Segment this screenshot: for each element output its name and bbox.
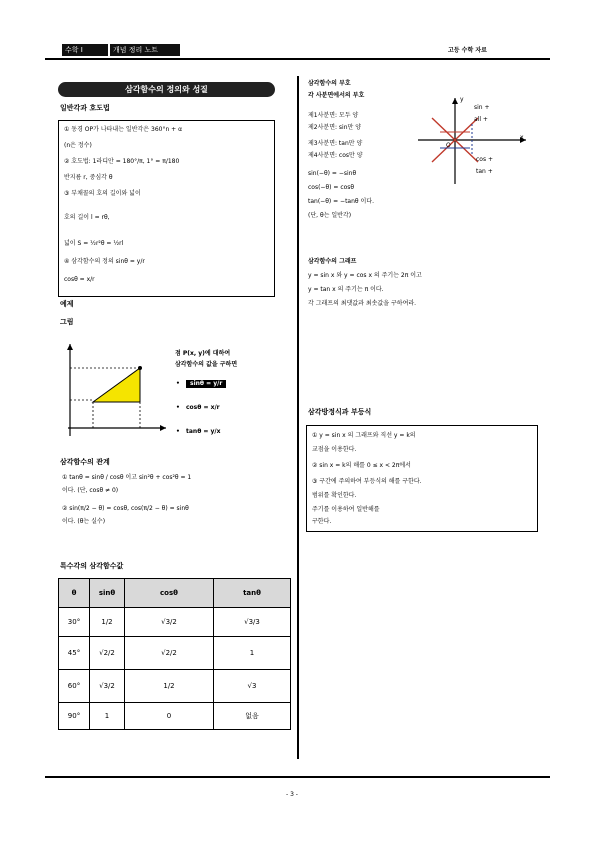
- column-divider: [297, 76, 299, 759]
- table-cell: 1: [214, 637, 291, 670]
- table-cell: 0: [125, 703, 214, 730]
- notes-heading: 삼각함수의 관계: [60, 458, 110, 466]
- sub-heading-1: 일반각과 호도법: [60, 104, 110, 112]
- header-tab-1: 수학 I: [62, 44, 108, 56]
- box1-line: 호의 길이 l = rθ,: [64, 214, 110, 221]
- table-header: θ: [59, 579, 90, 608]
- table-row: [59, 670, 291, 703]
- quadrant-sub: sin(−θ) = −sinθ: [308, 170, 357, 177]
- box-line: 주기를 이용하여 일반해를: [312, 506, 380, 513]
- box-heading: 삼각방정식과 부등식: [308, 408, 372, 416]
- footer-rule: [45, 776, 550, 778]
- figure-note-item: tanθ = y/x: [186, 428, 221, 435]
- table-cell: 1: [90, 703, 125, 730]
- table-row: [59, 703, 291, 730]
- table-cell: 1/2: [90, 608, 125, 637]
- table-cell: √3/2: [125, 608, 214, 637]
- box-line: ① y = sin x 의 그래프와 직선 y = k의: [312, 432, 416, 439]
- table-cell: 60°: [59, 670, 90, 703]
- notes-line: 이다. (θ는 실수): [62, 518, 106, 525]
- quadrant-sub: (단, θ는 일반각): [308, 212, 352, 219]
- bullet: •: [176, 428, 180, 435]
- box1-line: ② 호도법: 1라디안 = 180°/π, 1° = π/180: [64, 158, 180, 165]
- box-line: 범위를 확인한다.: [312, 492, 357, 499]
- bullet: •: [176, 404, 180, 411]
- graph-label-q1: sin +: [474, 104, 490, 111]
- table-cell: 45°: [59, 637, 90, 670]
- page-number: - 3 -: [286, 791, 298, 798]
- graph-label-o: O: [446, 142, 451, 149]
- section-title: 삼각함수의 정의와 성질: [58, 82, 275, 97]
- graph-label-q4: cos +: [476, 156, 494, 163]
- box1-line: cosθ = x/r: [64, 276, 95, 283]
- table-cell: √2/2: [90, 637, 125, 670]
- box-line: 교점을 이용한다.: [312, 446, 357, 453]
- table-cell: √3/3: [214, 608, 291, 637]
- label-figure: 그림: [60, 318, 74, 326]
- box1-line: ④ 삼각함수의 정의 sinθ = y/r: [64, 258, 145, 265]
- box1-line: (n은 정수): [64, 142, 92, 149]
- table-row: [59, 637, 291, 670]
- figure-note-title: 점 P(x, y)에 대하여: [175, 350, 231, 357]
- quadrant-line: 제4사분면: cos만 양: [308, 152, 363, 159]
- table-header: tanθ: [214, 579, 291, 608]
- table-cell: 없음: [214, 703, 291, 730]
- graph-label-q2: all +: [474, 116, 488, 123]
- table-heading: 특수각의 삼각함수값: [60, 562, 124, 570]
- triangle-figure: [58, 340, 170, 440]
- mid-line: y = tan x 의 주기는 π 이다.: [308, 286, 384, 293]
- notes-line: ① tanθ = sinθ / cosθ 이고 sin²θ + cos²θ = 1: [62, 474, 192, 481]
- box1-line: 넓이 S = ½r²θ = ½rl: [64, 240, 124, 247]
- graph-label-y: y: [460, 96, 464, 103]
- box1-line: ③ 부채꼴의 호의 길이와 넓이: [64, 190, 141, 197]
- quadrant-graph: [410, 96, 530, 186]
- box-line: 구한다.: [312, 518, 332, 525]
- box1-line: ① 동경 OP가 나타내는 일반각은 360°n + α: [64, 126, 183, 133]
- box-line: ③ 구간에 주의하여 부등식의 해를 구한다.: [312, 478, 422, 485]
- right-heading-1: 삼각함수의 부호: [308, 80, 351, 87]
- header-rule: [45, 58, 550, 60]
- mid-heading: 삼각함수의 그래프: [308, 258, 357, 265]
- quadrant-sub: cos(−θ) = cosθ: [308, 184, 355, 191]
- mid-line: y = sin x 와 y = cos x 의 주기는 2π 이고: [308, 272, 422, 279]
- table-row: [59, 608, 291, 637]
- quadrant-sub: tan(−θ) = −tanθ 이다.: [308, 198, 374, 205]
- table-cell: 1/2: [125, 670, 214, 703]
- table-cell: √3: [214, 670, 291, 703]
- table-cell: 30°: [59, 608, 90, 637]
- graph-label-q3: tan +: [476, 168, 493, 175]
- figure-note-sub: 삼각함수의 값을 구하면: [175, 361, 238, 368]
- table-header: sinθ: [90, 579, 125, 608]
- table-cell: √3/2: [90, 670, 125, 703]
- right-heading-2: 각 사분면에서의 부호: [308, 92, 365, 99]
- quadrant-line: 제2사분면: sin만 양: [308, 124, 362, 131]
- label-example: 예제: [60, 300, 74, 308]
- box1-line: 반지름 r, 중심각 θ: [64, 174, 113, 181]
- graph-label-x: x: [520, 134, 524, 141]
- figure-note-item: cosθ = x/r: [186, 404, 220, 411]
- notes-line: 이다. (단, cosθ ≠ 0): [62, 487, 119, 494]
- notes-line: ② sin(π/2 − θ) = cosθ, cos(π/2 − θ) = sinθ: [62, 505, 189, 512]
- mid-line: 각 그래프의 최댓값과 최솟값을 구하여라.: [308, 300, 417, 307]
- values-table: [58, 578, 291, 730]
- header-tab-2: 개념 정리 노트: [110, 44, 180, 56]
- quadrant-line: 제3사분면: tan만 양: [308, 140, 363, 147]
- table-cell: √2/2: [125, 637, 214, 670]
- table-header: cosθ: [125, 579, 214, 608]
- bullet: •: [176, 380, 180, 387]
- quadrant-line: 제1사분면: 모두 양: [308, 112, 359, 119]
- header-right-label: 고등 수학 자료: [448, 47, 487, 54]
- box-line: ② sin x = k의 해를 0 ≤ x < 2π에서: [312, 462, 411, 469]
- table-cell: 90°: [59, 703, 90, 730]
- figure-note-item: sinθ = y/r: [186, 380, 226, 388]
